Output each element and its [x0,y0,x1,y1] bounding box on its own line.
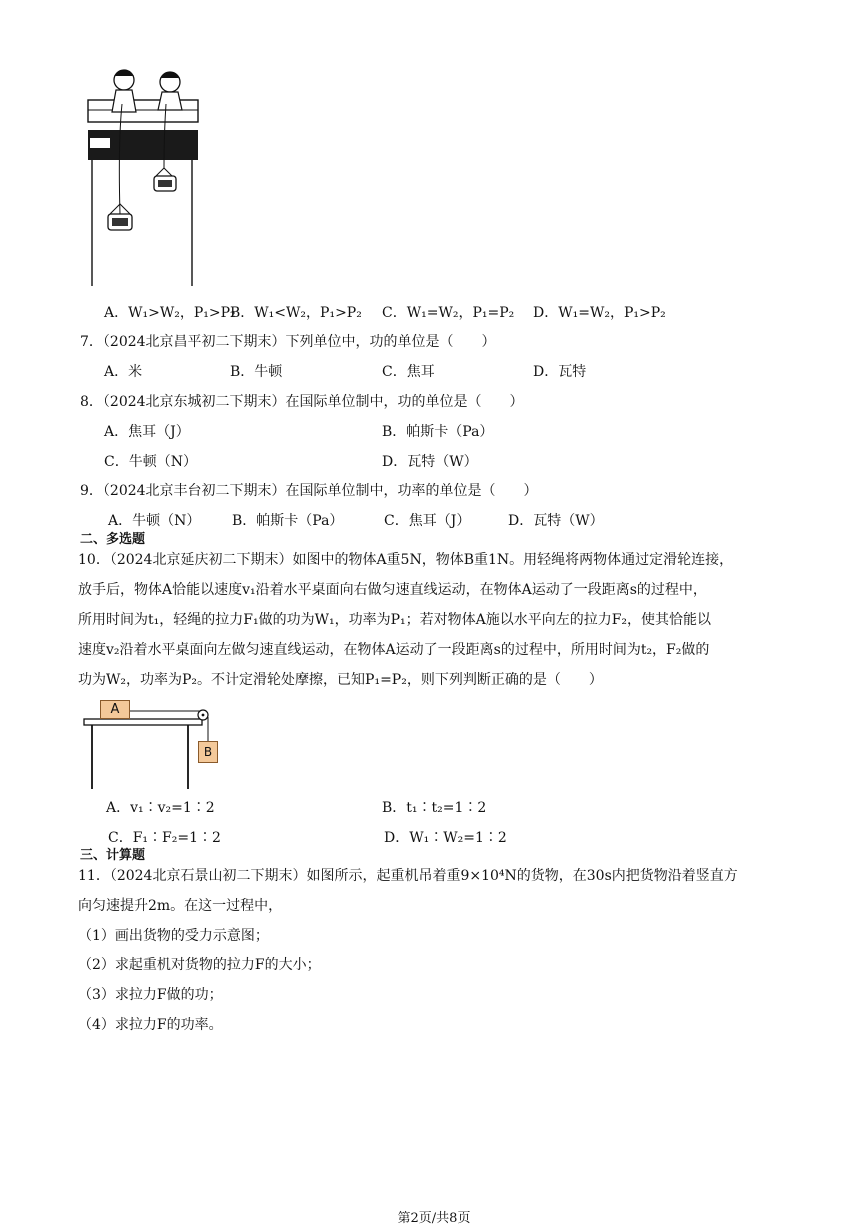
q8-stem: 8．（2024北京东城初二下期末）在国际单位制中，功的单位是（ ） [80,394,524,410]
q10-block-b: B [198,741,218,763]
section-heading-multiple-choice: 二、多选题 [80,532,146,547]
q9-option-d: D．瓦特（W） [508,513,604,529]
q10-line-2: 放手后，物体A恰能以速度v₁沿着水平桌面向右做匀速直线运动，在物体A运动了一段距离s的过程中， [78,582,707,598]
q11-item-4: （4）求拉力F的功率。 [78,1017,223,1033]
q8-option-a: A．焦耳（J） [104,424,190,440]
q7-option-d: D．瓦特 [533,364,587,380]
q6-option-c: C．W₁=W₂，P₁=P₂ [382,305,515,321]
q10-option-a: A．v₁∶v₂=1∶2 [106,800,215,816]
q6-option-d: D．W₁=W₂，P₁>P₂ [533,305,666,321]
q9-option-c: C．焦耳（J） [384,513,471,529]
q10-option-c: C．F₁∶F₂=1∶2 [108,830,221,846]
q7-option-c: C．焦耳 [382,364,435,380]
q7-stem: 7．（2024北京昌平初二下期末）下列单位中，功的单位是（ ） [80,334,496,350]
q8-option-c: C．牛顿（N） [104,454,197,470]
q6-option-b: B．W₁<W₂，P₁>P₂ [230,305,362,321]
q10-line-5: 功为W₂，功率为P₂。不计定滑轮处摩擦，已知P₁=P₂，则下列判断正确的是（ ） [78,672,603,688]
q7-option-a: A．米 [104,364,143,380]
section-heading-calculation: 三、计算题 [80,848,146,863]
q6-option-a: A．W₁>W₂，P₁>P₂ [104,305,236,321]
q8-option-d: D．瓦特（W） [382,454,478,470]
q11-item-1: （1）画出货物的受力示意图； [78,928,269,944]
q10-block-a: A [100,700,130,719]
q6-figure-people-lifting-baskets [80,64,210,290]
q10-option-d: D．W₁∶W₂=1∶2 [384,830,507,846]
q9-option-b: B．帕斯卡（Pa） [232,513,344,529]
q11-item-2: （2）求起重机对货物的拉力F的大小； [78,957,321,973]
q10-option-b: B．t₁∶t₂=1∶2 [382,800,487,816]
q10-line-3: 所用时间为t₁，轻绳的拉力F₁做的功为W₁，功率为P₁；若对物体A施以水平向左的拉力F₂，使其恰能以 [78,612,712,628]
q11-item-3: （3）求拉力F做的功； [78,987,223,1003]
q11-line-1: 11．（2024北京石景山初二下期末）如图所示，起重机吊着重9×10⁴N的货物，在30s内把货物沿着竖直方 [78,868,738,884]
q10-line-1: 10．（2024北京延庆初二下期末）如图中的物体A重5N，物体B重1N。用轻绳将两物体通过定滑轮连接， [78,552,734,568]
q9-option-a: A．牛顿（N） [108,513,201,529]
q9-stem: 9．（2024北京丰台初二下期末）在国际单位制中，功率的单位是（ ） [80,483,538,499]
q11-line-2: 向匀速提升2m。在这一过程中， [78,898,283,914]
q10-figure-table-pulley [82,697,232,792]
q10-line-4: 速度v₂沿着水平桌面向左做匀速直线运动，在物体A运动了一段距离s的过程中，所用时间为t₂，F₂做的 [78,642,710,658]
q7-option-b: B．牛顿 [230,364,283,380]
q8-option-b: B．帕斯卡（Pa） [382,424,494,440]
page-footer: 第2页/共8页 [397,1211,471,1226]
